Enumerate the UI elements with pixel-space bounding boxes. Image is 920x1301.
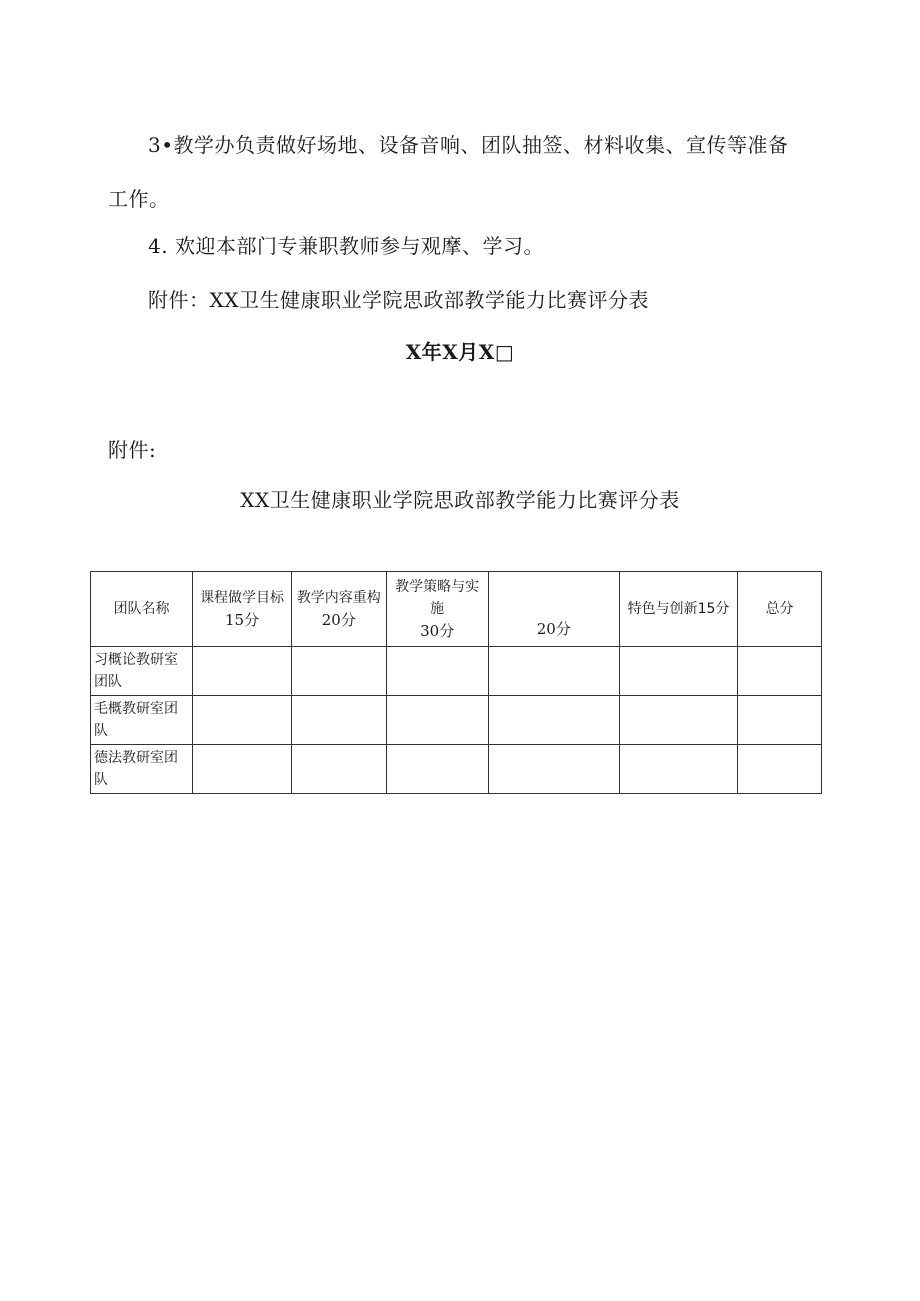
score-cell[interactable] [292, 647, 387, 696]
scoring-table [90, 571, 822, 794]
team-name-cell: 毛概教研室团队 [91, 696, 193, 745]
header-score: 15分 [225, 611, 260, 629]
score-cell[interactable] [488, 696, 619, 745]
attachment-note: 附件：XX卫生健康职业学院思政部教学能力比赛评分表 [148, 288, 649, 312]
table-row [91, 696, 822, 745]
header-label: 特色与创新15分 [627, 601, 730, 617]
score-cell[interactable] [386, 745, 488, 794]
header-label: 课程做学目标 [200, 590, 285, 606]
table-row [91, 647, 822, 696]
header-innovation [619, 572, 737, 647]
header-label: 总分 [765, 601, 794, 617]
total-cell[interactable] [738, 647, 822, 696]
score-cell[interactable] [386, 696, 488, 745]
item-3-line-1: 3•教学办负责做好场地、设备音响、团队抽签、材料收集、宣传等准备 [148, 133, 789, 157]
team-name-cell: 德法教研室团队 [91, 745, 193, 794]
score-cell[interactable] [292, 745, 387, 794]
score-cell[interactable] [386, 647, 488, 696]
score-cell[interactable] [193, 647, 292, 696]
item-4: 4. 欢迎本部门专兼职教师参与观摩、学习。 [148, 234, 544, 258]
header-score: 30分 [420, 622, 455, 640]
score-cell[interactable] [619, 647, 737, 696]
score-cell[interactable] [619, 696, 737, 745]
header-course-goals [193, 572, 292, 647]
score-cell[interactable] [619, 745, 737, 794]
header-unnamed [488, 572, 619, 647]
team-name-cell: 习概论教研室团队 [91, 647, 193, 696]
header-label: 教学内容重构 [296, 590, 381, 606]
table-row [91, 745, 822, 794]
score-cell[interactable] [193, 745, 292, 794]
score-cell[interactable] [488, 647, 619, 696]
total-cell[interactable] [738, 745, 822, 794]
item-3-line-2: 工作。 [108, 187, 170, 211]
header-label: 团队名称 [113, 601, 170, 617]
table-title: XX卫生健康职业学院思政部教学能力比赛评分表 [240, 488, 680, 512]
header-team-name [91, 572, 193, 647]
header-strategy [386, 572, 488, 647]
attachment-label: 附件: [108, 438, 157, 462]
header-score: 20分 [321, 611, 356, 629]
total-cell[interactable] [738, 696, 822, 745]
document-date: X年X月X□ [405, 340, 515, 364]
header-content-restructure [292, 572, 387, 647]
table-header-row [91, 572, 822, 647]
score-cell[interactable] [193, 696, 292, 745]
header-label: 教学策略与实施 [395, 579, 480, 617]
score-cell[interactable] [488, 745, 619, 794]
header-score: 20分 [536, 620, 571, 638]
header-total [738, 572, 822, 647]
score-cell[interactable] [292, 696, 387, 745]
